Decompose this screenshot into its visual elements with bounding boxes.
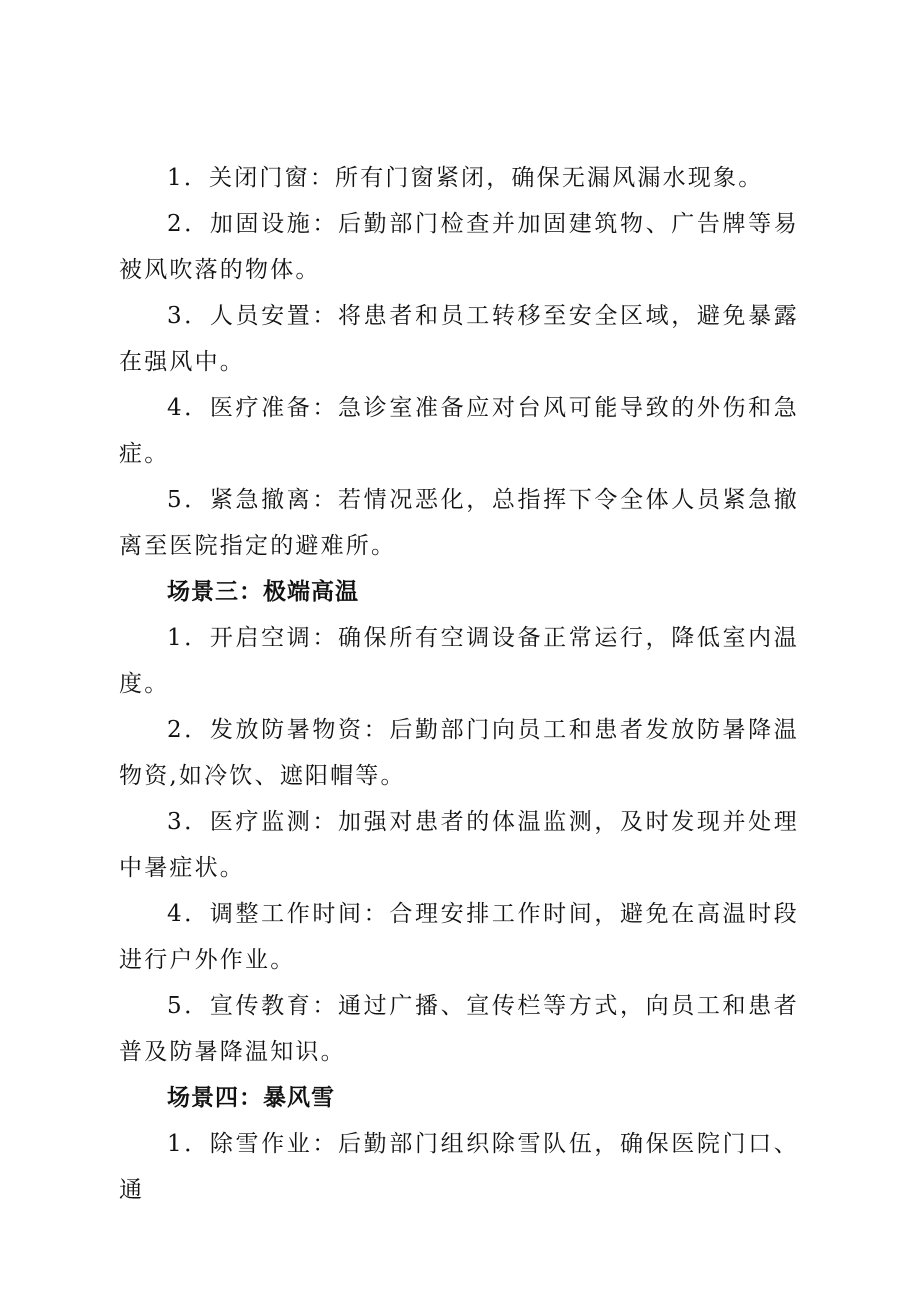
list-item-publicity-education: 5．宣传教育：通过广播、宣传栏等方式，向员工和患者普及防暑降温知识。 <box>119 993 799 1065</box>
list-item-snow-removal: 1．除雪作业：后勤部门组织除雪队伍，确保医院门口、通 <box>119 1131 799 1203</box>
list-item-close-windows: 1．关闭门窗：所有门窗紧闭，确保无漏风漏水现象。 <box>167 165 764 191</box>
document-body <box>119 155 799 1213</box>
list-item-emergency-evacuation: 5．紧急撤离：若情况恶化，总指挥下令全体人员紧急撤离至医院指定的避难所。 <box>119 487 799 559</box>
list-item-personnel-placement: 3．人员安置：将患者和员工转移至安全区域，避免暴露在强风中。 <box>119 303 799 375</box>
list-item-medical-preparation: 4．医疗准备：急诊室准备应对台风可能导致的外伤和急症。 <box>119 395 799 467</box>
list-item-heat-supplies: 2．发放防暑物资：后勤部门向员工和患者发放防暑降温物资,如冷饮、遮阳帽等。 <box>119 717 799 789</box>
section-heading-blizzard: 场景四：暴风雪 <box>167 1084 335 1111</box>
list-item-air-conditioning: 1．开启空调：确保所有空调设备正常运行，降低室内温度。 <box>119 625 799 697</box>
section-heading-extreme-heat: 场景三：极端高温 <box>167 578 359 605</box>
list-item-reinforce-facilities: 2．加固设施：后勤部门检查并加固建筑物、广告牌等易被风吹落的物体。 <box>119 211 799 283</box>
list-item-adjust-work-hours: 4．调整工作时间：合理安排工作时间，避免在高温时段进行户外作业。 <box>119 901 799 973</box>
list-item-medical-monitoring: 3．医疗监测：加强对患者的体温监测，及时发现并处理中暑症状。 <box>119 809 799 881</box>
